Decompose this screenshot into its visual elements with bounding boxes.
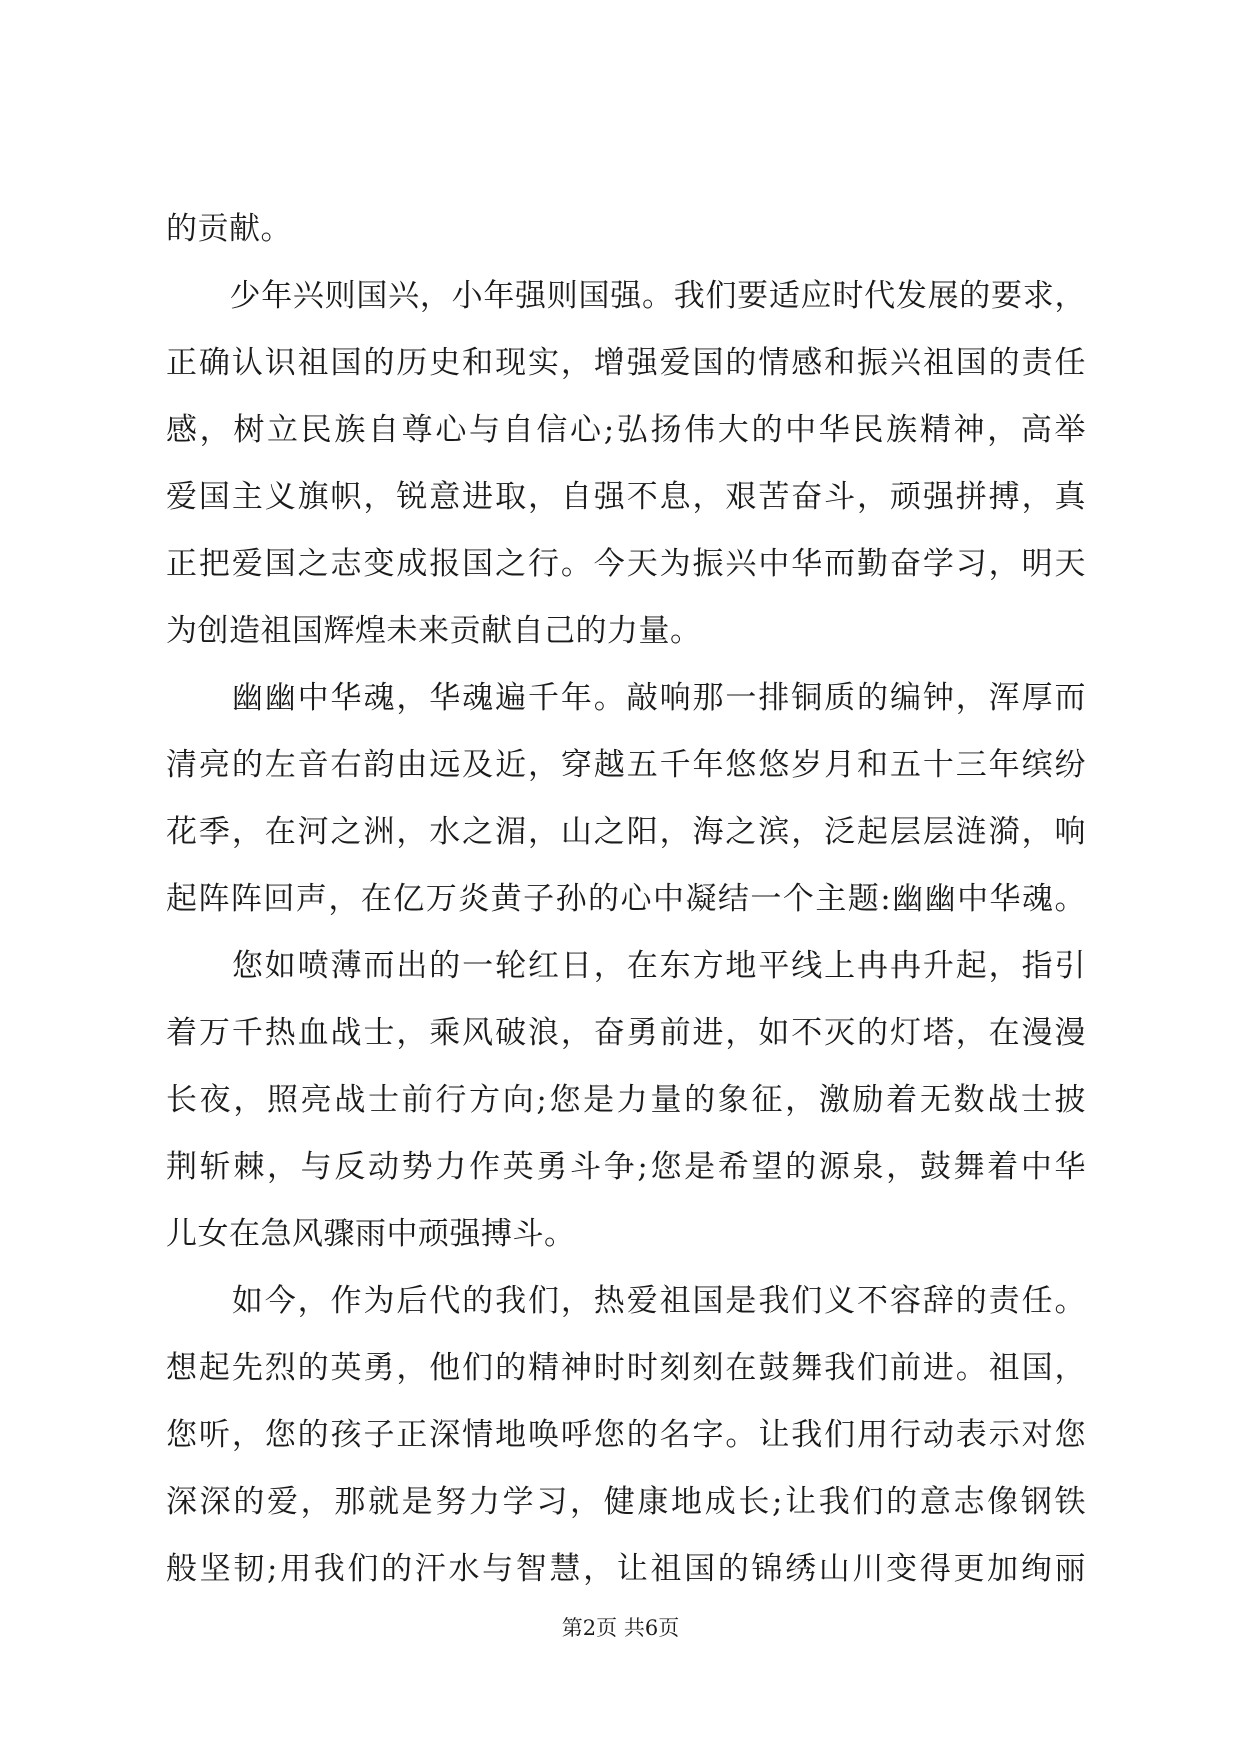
document-body xyxy=(166,196,1086,1603)
text-line-5: 爱国主义旗帜，锐意进取，自强不息，艰苦奋斗，顽强拼搏，真 xyxy=(166,479,1086,515)
text-line-13: 着万千热血战士，乘风破浪，奋勇前进，如不灭的灯塔，在漫漫 xyxy=(166,1015,1086,1051)
text-line-12: 您如喷薄而出的一轮红日，在东方地平线上冉冉升起，指引 xyxy=(166,948,1086,984)
text-line-18: 想起先烈的英勇，他们的精神时时刻刻在鼓舞我们前进。祖国， xyxy=(166,1350,1086,1386)
text-line-11: 起阵阵回声，在亿万炎黄子孙的心中凝结一个主题:幽幽中华魂。 xyxy=(166,881,1086,917)
text-line-6: 正把爱国之志变成报国之行。今天为振兴中华而勤奋学习，明天 xyxy=(166,546,1086,582)
text-line-3: 正确认识祖国的历史和现实，增强爱国的情感和振兴祖国的责任 xyxy=(166,345,1086,381)
text-line-7: 为创造祖国辉煌未来贡献自己的力量。 xyxy=(166,613,702,649)
text-line-2: 少年兴则国兴，小年强则国强。我们要适应时代发展的要求， xyxy=(166,278,1086,314)
text-line-8: 幽幽中华魂，华魂遍千年。敲响那一排铜质的编钟，浑厚而 xyxy=(166,680,1086,716)
text-line-1: 的贡献。 xyxy=(166,211,292,247)
page-number-footer: 第2页 共6页 xyxy=(561,1616,680,1640)
text-line-9: 清亮的左音右韵由远及近，穿越五千年悠悠岁月和五十三年缤纷 xyxy=(166,747,1086,783)
text-line-21: 般坚韧;用我们的汗水与智慧，让祖国的锦绣山川变得更加绚丽 xyxy=(166,1551,1086,1587)
text-line-19: 您听，您的孩子正深情地唤呼您的名字。让我们用行动表示对您 xyxy=(166,1417,1086,1453)
text-line-10: 花季，在河之洲，水之湄，山之阳，海之滨，泛起层层涟漪，响 xyxy=(166,814,1086,850)
text-line-16: 儿女在急风骤雨中顽强搏斗。 xyxy=(166,1216,576,1252)
text-line-20: 深深的爱，那就是努力学习，健康地成长;让我们的意志像钢铁 xyxy=(166,1484,1086,1520)
text-line-15: 荆斩棘，与反动势力作英勇斗争;您是希望的源泉，鼓舞着中华 xyxy=(166,1149,1086,1185)
text-line-14: 长夜，照亮战士前行方向;您是力量的象征，激励着无数战士披 xyxy=(166,1082,1086,1118)
text-line-4: 感，树立民族自尊心与自信心;弘扬伟大的中华民族精神，高举 xyxy=(166,412,1086,448)
text-line-17: 如今，作为后代的我们，热爱祖国是我们义不容辞的责任。 xyxy=(166,1283,1086,1319)
